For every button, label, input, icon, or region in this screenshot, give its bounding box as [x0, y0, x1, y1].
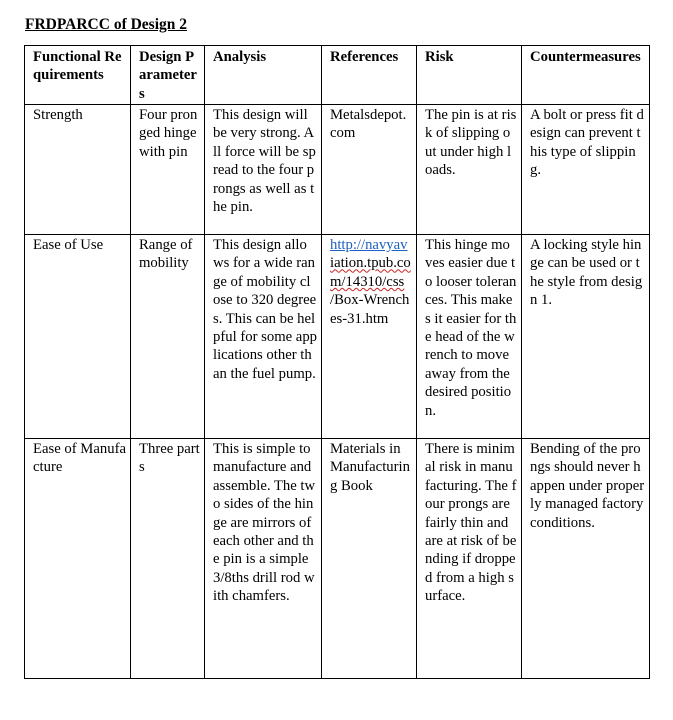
table-row: [25, 235, 650, 439]
cell-countermeasure: A locking style hinge can be used or the style from design 1.: [522, 235, 650, 439]
table-row: [25, 105, 650, 235]
table-row: [25, 439, 650, 679]
reference-hyperlink[interactable]: http://navyav: [330, 237, 408, 253]
document-title: FRDPARCC of Design 2: [25, 16, 188, 33]
header-risk: Risk: [417, 46, 522, 105]
cell-reference: Metalsdepot.com: [322, 105, 417, 235]
cell-countermeasure: A bolt or press fit design can prevent this type of slipping.: [522, 105, 650, 235]
frdparcc-table: [24, 45, 650, 679]
cell-analysis: This design allows for a wide range of mobility close to 320 degrees. This can be helpful for some applications other than the fuel pump.: [205, 235, 322, 439]
cell-functional-requirement: Ease of Use: [25, 235, 131, 439]
header-references: References: [322, 46, 417, 105]
header-functional-requirements: Functional Requirements: [25, 46, 131, 105]
cell-design-parameter: Range of mobility: [131, 235, 205, 439]
cell-risk: This hinge moves easier due to looser tolerances. This makes it easier for the head of the wrench to move away from the desired position.: [417, 235, 522, 439]
cell-reference: Materials in Manufacturing Book: [322, 439, 417, 679]
cell-design-parameter: Four pronged hinge with pin: [131, 105, 205, 235]
cell-analysis: This design will be very strong. All force will be spread to the four prongs as well as the pin.: [205, 105, 322, 235]
header-countermeasures: Countermeasures: [522, 46, 650, 105]
header-design-parameters: Design Parameters: [131, 46, 205, 105]
cell-countermeasure: Bending of the prongs should never happen under properly managed factory conditions.: [522, 439, 650, 679]
reference-domain: iation.tpub.com/14310/css: [330, 255, 411, 290]
cell-risk: There is minimal risk in manufacturing. The four prongs are fairly thin and are at risk of bending if dropped from a high surface.: [417, 439, 522, 679]
cell-risk: The pin is at risk of slipping out under high loads.: [417, 105, 522, 235]
cell-reference: [322, 235, 417, 439]
reference-path: /Box-Wrenches-31.htm: [330, 292, 410, 327]
cell-functional-requirement: Strength: [25, 105, 131, 235]
header-analysis: Analysis: [205, 46, 322, 105]
cell-design-parameter: Three parts: [131, 439, 205, 679]
cell-functional-requirement: Ease of Manufacture: [25, 439, 131, 679]
cell-analysis: This is simple to manufacture and assemble. The two sides of the hinge are mirrors of each other and the pin is a simple 3/8ths drill rod with chamfers.: [205, 439, 322, 679]
header-row: [25, 46, 650, 105]
